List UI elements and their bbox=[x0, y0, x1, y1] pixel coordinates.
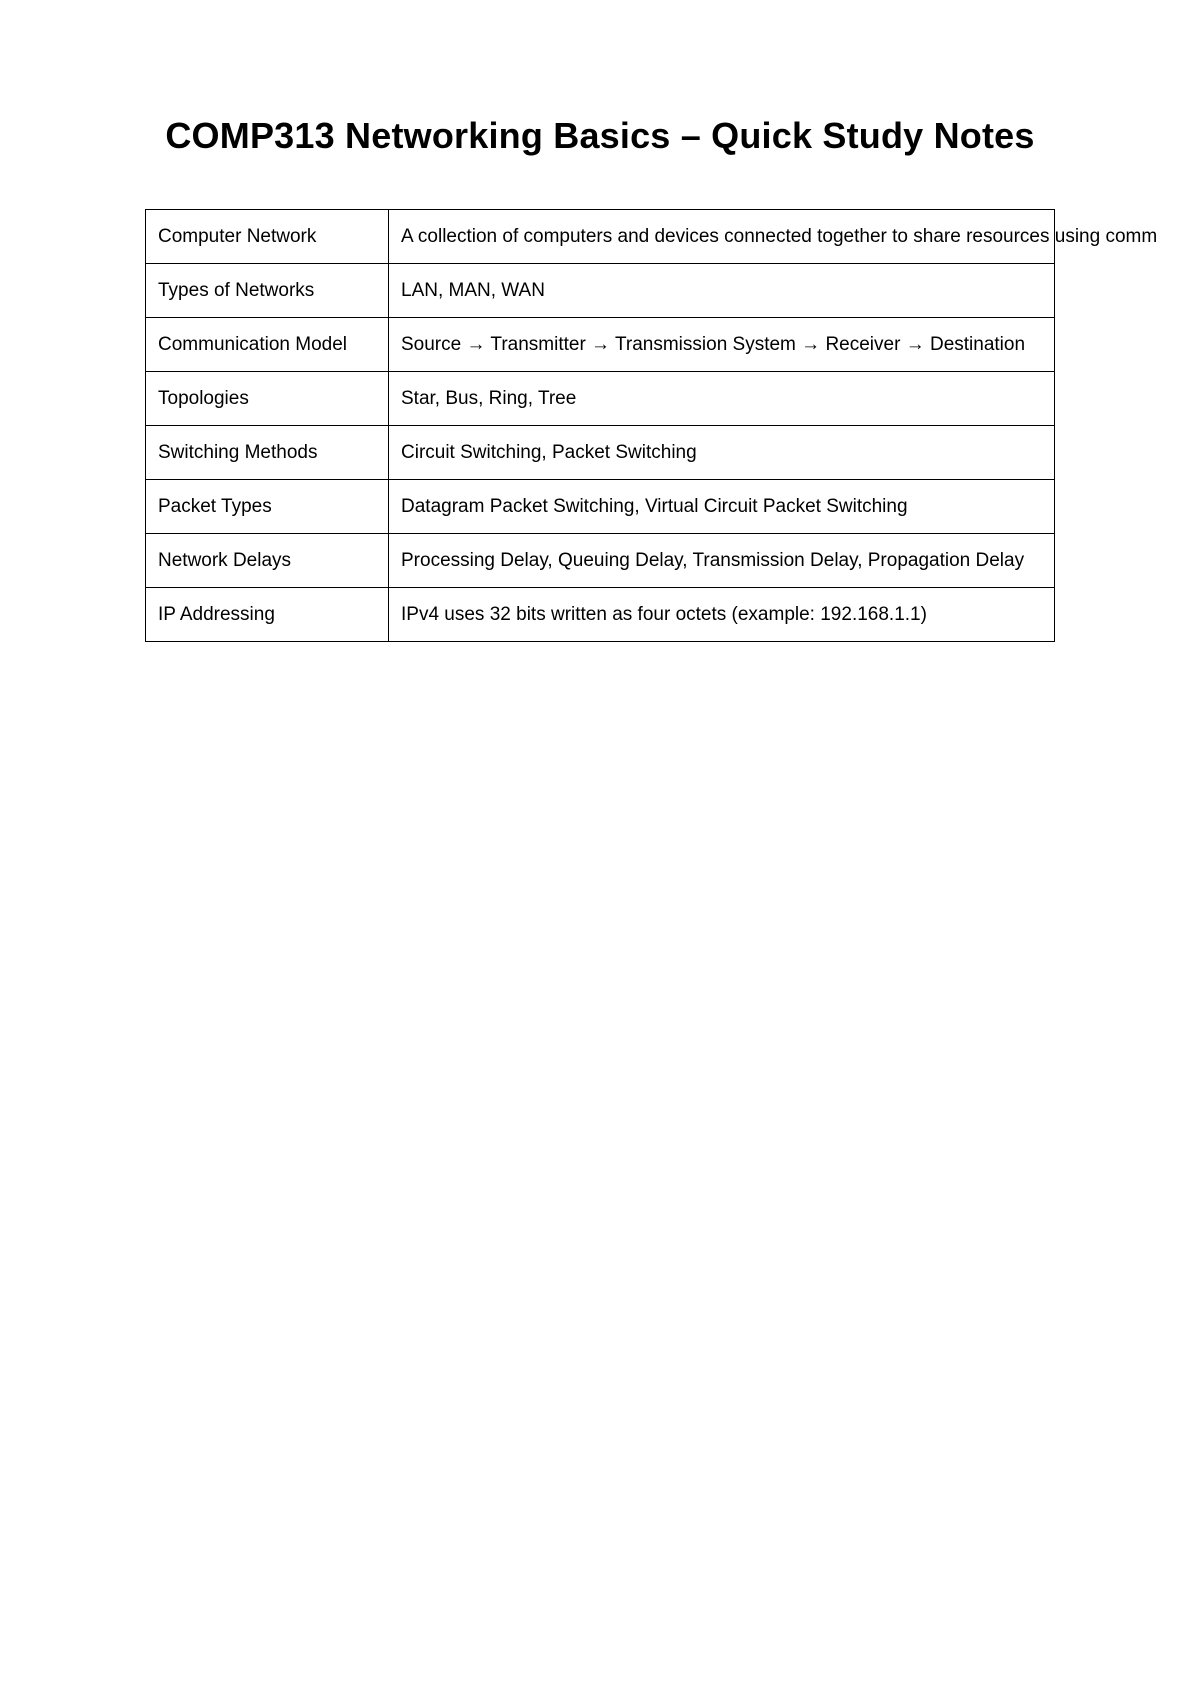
term-cell: Network Delays bbox=[146, 534, 389, 588]
term-cell: Switching Methods bbox=[146, 426, 389, 480]
term-cell: Packet Types bbox=[146, 480, 389, 534]
table-row bbox=[146, 372, 1055, 426]
table-row bbox=[146, 426, 1055, 480]
term-cell: Topologies bbox=[146, 372, 389, 426]
definition-cell: Star, Bus, Ring, Tree bbox=[389, 372, 1055, 426]
definition-cell: Datagram Packet Switching, Virtual Circuit Packet Switching bbox=[389, 480, 1055, 534]
definition-cell: Processing Delay, Queuing Delay, Transmission Delay, Propagation Delay bbox=[389, 534, 1055, 588]
definition-cell: Source → Transmitter → Transmission System → Receiver → Destination bbox=[389, 318, 1055, 372]
table-row bbox=[146, 480, 1055, 534]
table-row bbox=[146, 588, 1055, 642]
term-cell: IP Addressing bbox=[146, 588, 389, 642]
table-row bbox=[146, 534, 1055, 588]
table-row bbox=[146, 210, 1055, 264]
page-title: COMP313 Networking Basics – Quick Study Notes bbox=[165, 115, 1035, 156]
term-cell: Computer Network bbox=[146, 210, 389, 264]
study-notes-table bbox=[145, 209, 1158, 642]
term-cell: Communication Model bbox=[146, 318, 389, 372]
table-row bbox=[146, 318, 1055, 372]
definition-cell: A collection of computers and devices connected together to share resources using comm bbox=[389, 210, 1055, 264]
definition-cell: Circuit Switching, Packet Switching bbox=[389, 426, 1055, 480]
term-cell: Types of Networks bbox=[146, 264, 389, 318]
definition-cell: IPv4 uses 32 bits written as four octets (example: 192.168.1.1) bbox=[389, 588, 1055, 642]
definition-cell: LAN, MAN, WAN bbox=[389, 264, 1055, 318]
table-row bbox=[146, 264, 1055, 318]
